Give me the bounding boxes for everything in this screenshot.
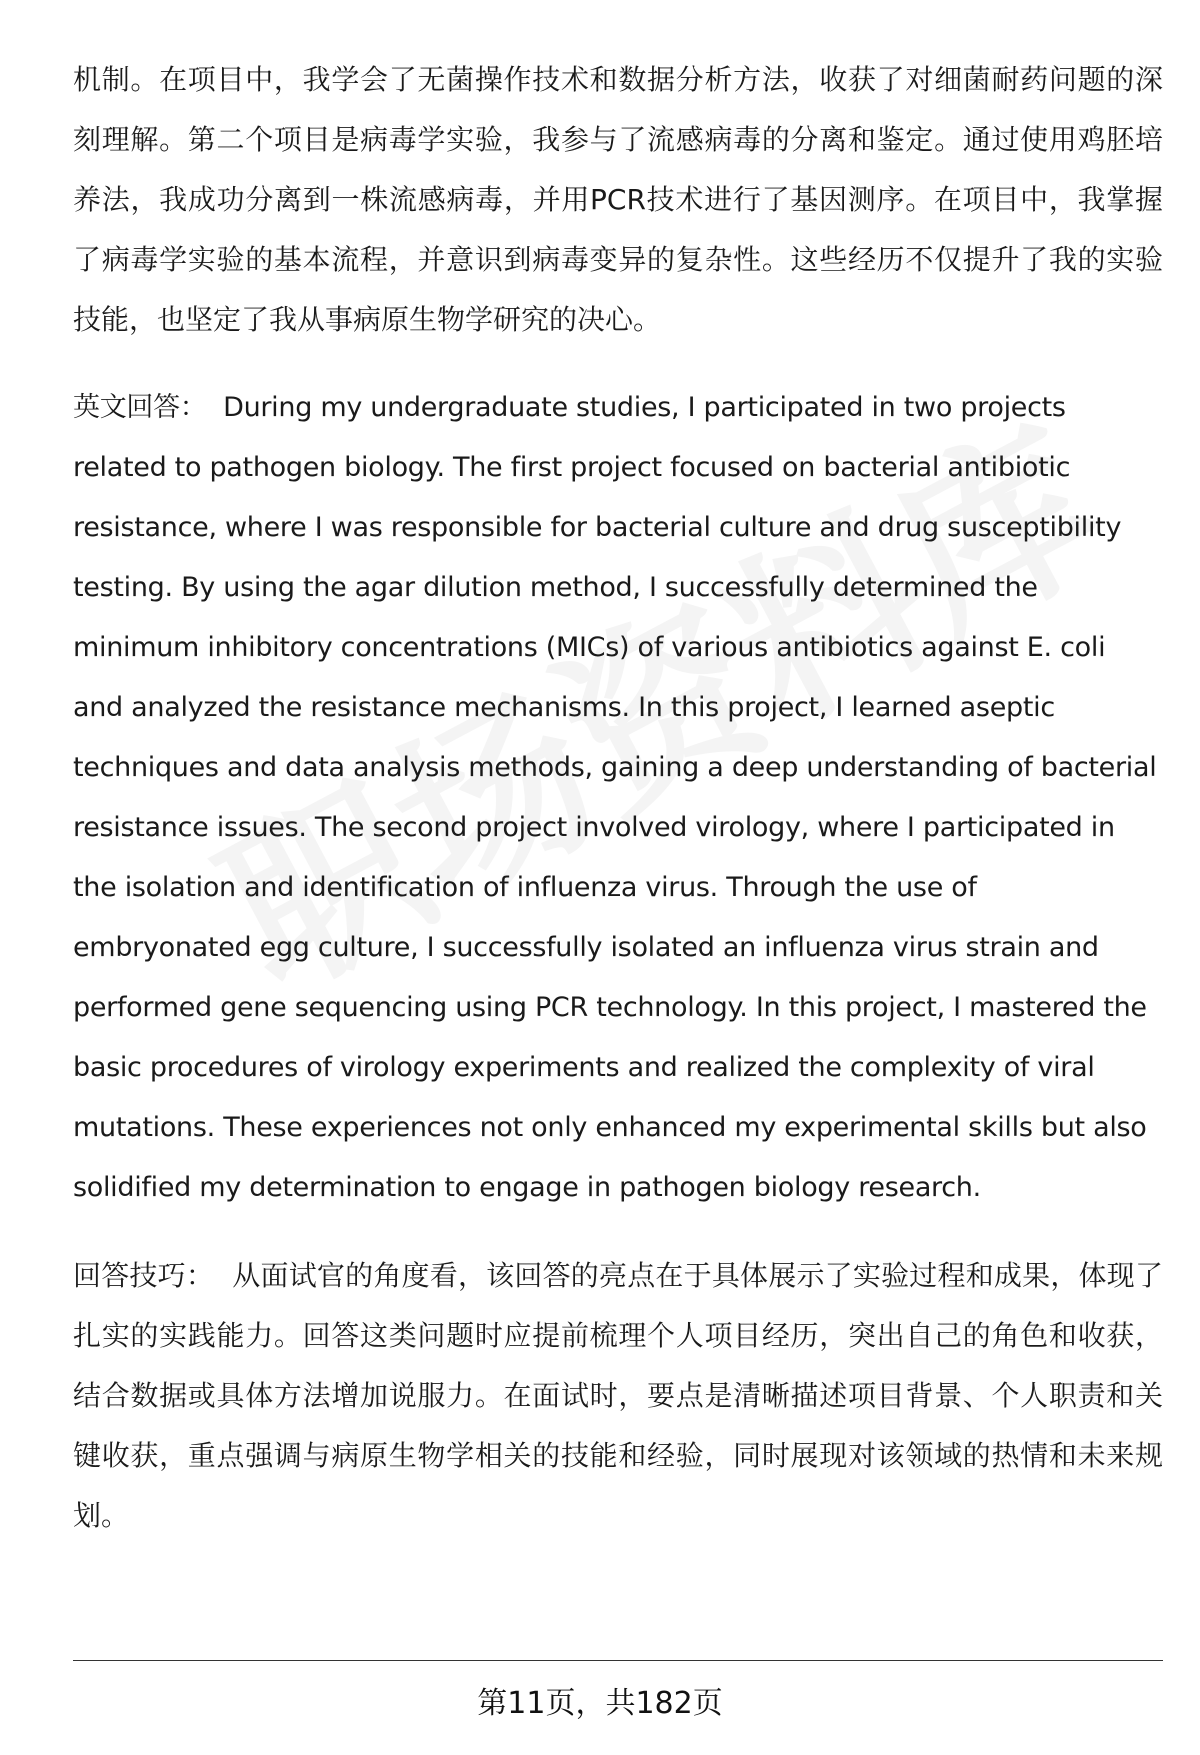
answer-tips-label: 回答技巧： <box>73 1259 215 1292</box>
paragraph-chinese-continuation: 机制。在项目中，我学会了无菌操作技术和数据分析方法，收获了对细菌耐药问题的深刻理解。第二个项目是病毒学实验，我参与了流感病毒的分离和鉴定。通过使用鸡胚培养法，我成功分离到一株流感病毒，并用PCR技术进行了基因测序。在项目中，我掌握了病毒学实验的基本流程，并意识到病毒变异的复杂性。这些经历不仅提升了我的实验技能，也坚定了我从事病原生物学研究的决心。 <box>73 63 1163 336</box>
document-body <box>73 50 1163 1546</box>
paragraph-answer-tips <box>73 1246 1163 1546</box>
paragraph-english-answer <box>73 378 1163 1218</box>
english-answer-label: 英文回答： <box>73 392 207 423</box>
answer-tips-text: 从面试官的角度看，该回答的亮点在于具体展示了实验过程和成果，体现了扎实的实践能力。回答这类问题时应提前梳理个人项目经历，突出自己的角色和收获，结合数据或具体方法增加说服力。在面试时，要点是清晰描述项目背景、个人职责和关键收获，重点强调与病原生物学相关的技能和经验，同时展现对该领域的热情和未来规划。 <box>73 1259 1163 1532</box>
english-answer-text: During my undergraduate studies, I participated in two projects related to pathogen biology. The first project focused on bacterial antibiotic resistance, where I was responsible for bacterial culture and drug susceptibility testing. By using the agar dilution method, I successfully determined the minimum inhibitory concentrations (MICs) of various antibiotics against E. coli and analyzed the resistance mechanisms. In this project, I learned aseptic techniques and data analysis methods, gaining a deep understanding of bacterial resistance issues. The second project involved virology, where I participated in the isolation and identification of influenza virus. Through the use of embryonated egg culture, I successfully isolated an influenza virus strain and performed gene sequencing using PCR technology. In this project, I mastered the basic procedures of virology experiments and realized the complexity of viral mutations. These experiences not only enhanced my experimental skills but also solidified my determination to engage in pathogen biology research. <box>73 392 1157 1203</box>
footer-divider <box>73 1660 1163 1661</box>
page-number: 第11页，共182页 <box>477 1686 723 1721</box>
